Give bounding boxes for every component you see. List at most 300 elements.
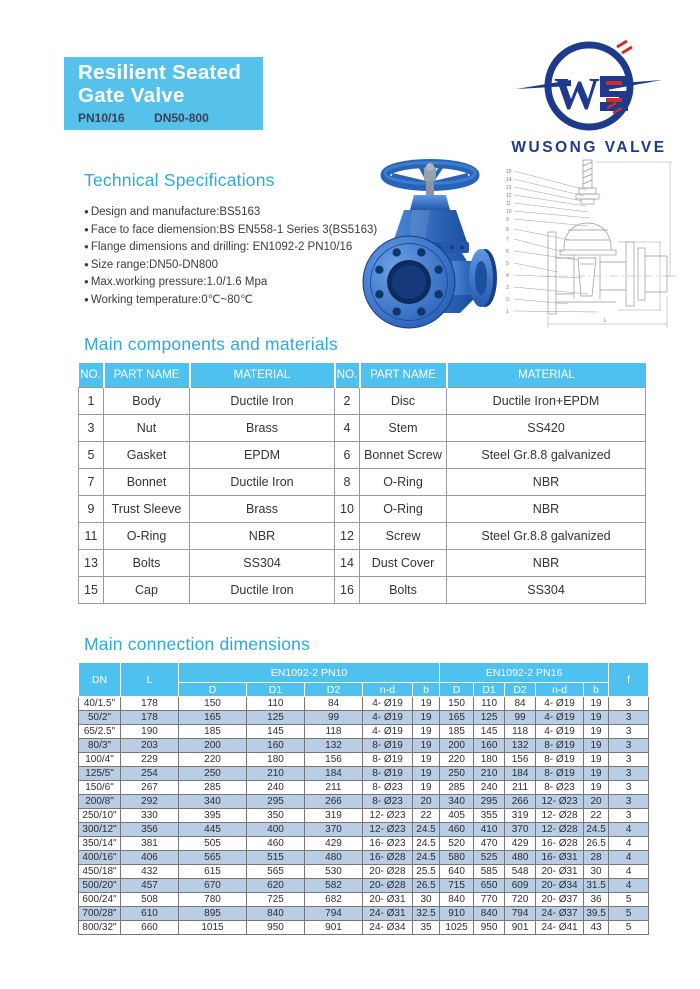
component-row <box>79 522 646 549</box>
l-cell: 190 <box>121 725 179 739</box>
component-material: Brass <box>190 414 335 441</box>
pn16-d1-cell: 840 <box>474 907 505 921</box>
component-no: 14 <box>335 549 360 576</box>
component-part-name: Bolts <box>360 576 447 603</box>
pn16-b-cell: 19 <box>584 725 609 739</box>
pn16-d1-cell: 355 <box>474 809 505 823</box>
pn10-d-cell: 395 <box>179 809 247 823</box>
pn10-b-cell: 25.5 <box>413 865 440 879</box>
component-no: 3 <box>79 414 104 441</box>
pn16-d2-cell: 184 <box>505 767 536 781</box>
pn10-d1-cell: 180 <box>247 753 305 767</box>
dimension-row <box>79 837 649 851</box>
component-no: 9 <box>79 495 104 522</box>
pn10-d2-cell: 184 <box>305 767 363 781</box>
pn16-d-cell: 520 <box>440 837 474 851</box>
spec-item-text: Flange dimensions and drilling: EN1092-2 PN10/16 <box>90 241 353 253</box>
dimensions-table <box>78 662 649 935</box>
pn10-d-cell: 340 <box>179 795 247 809</box>
col-no-2: NO. <box>335 363 360 387</box>
dimension-row <box>79 739 649 753</box>
group-pn10: EN1092-2 PN10 <box>179 663 440 683</box>
col-part-1: PART NAME <box>104 363 190 387</box>
pn16-b-cell: 19 <box>584 753 609 767</box>
f-cell: 5 <box>609 921 649 935</box>
pn10-d2-cell: 682 <box>305 893 363 907</box>
svg-text:11: 11 <box>506 201 512 207</box>
pn10-d1-cell: 620 <box>247 879 305 893</box>
pn16-d2-cell: 118 <box>505 725 536 739</box>
svg-text:13: 13 <box>506 185 512 191</box>
spec-item-text: Face to face diemension:BS EN558-1 Series 3(BS5163) <box>90 223 378 236</box>
svg-text:8: 8 <box>506 227 509 233</box>
spec-item <box>84 222 384 240</box>
col-pn16-d1: D1 <box>474 683 505 697</box>
product-title-line2: Gate Valve <box>78 83 185 107</box>
component-no: 10 <box>335 495 360 522</box>
pn16-nd-cell: 4- Ø19 <box>536 697 584 711</box>
svg-text:2: 2 <box>506 297 509 303</box>
col-pn10-nd: n-d <box>363 683 413 697</box>
dn-cell: 80/3" <box>79 739 121 753</box>
dimension-row <box>79 767 649 781</box>
component-part-name: Body <box>104 387 190 414</box>
f-cell: 3 <box>609 725 649 739</box>
pressure-rating: PN10/16 <box>78 111 125 125</box>
pn10-b-cell: 26.5 <box>413 879 440 893</box>
wusong-logo-icon <box>514 38 664 138</box>
pn10-d-cell: 615 <box>179 865 247 879</box>
spec-item-text: Working temperature:0℃~80℃ <box>90 293 253 306</box>
component-material: NBR <box>190 522 335 549</box>
pn16-d2-cell: 720 <box>505 893 536 907</box>
pn16-d2-cell: 211 <box>505 781 536 795</box>
pn10-d2-cell: 132 <box>305 739 363 753</box>
pn10-d1-cell: 125 <box>247 711 305 725</box>
f-cell: 3 <box>609 795 649 809</box>
component-part-name: O-Ring <box>360 495 447 522</box>
pn16-d-cell: 460 <box>440 823 474 837</box>
dn-cell: 50/2" <box>79 711 121 725</box>
svg-text:4: 4 <box>506 273 509 279</box>
l-cell: 406 <box>121 851 179 865</box>
length-dim-label: L <box>604 318 608 324</box>
components-table <box>78 363 646 604</box>
pn16-d2-cell: 84 <box>505 697 536 711</box>
valve-photo <box>352 158 508 332</box>
dn-cell: 400/16" <box>79 851 121 865</box>
product-subtitle <box>78 111 263 125</box>
pn16-d1-cell: 160 <box>474 739 505 753</box>
dimension-row <box>79 851 649 865</box>
component-material: SS420 <box>447 414 646 441</box>
col-l: L <box>121 663 179 697</box>
component-no: 16 <box>335 576 360 603</box>
pn16-nd-cell: 12- Ø28 <box>536 823 584 837</box>
component-row <box>79 495 646 522</box>
spec-item-text: Size range:DN50-DN800 <box>90 258 219 271</box>
bullet-icon: ● <box>84 224 89 234</box>
pn16-d1-cell: 470 <box>474 837 505 851</box>
pn10-b-cell: 19 <box>413 753 440 767</box>
pn10-nd-cell: 24- Ø31 <box>363 907 413 921</box>
component-material: Ductile Iron <box>190 387 335 414</box>
spec-item <box>84 204 384 222</box>
pn10-d2-cell: 480 <box>305 851 363 865</box>
title-banner <box>64 57 263 130</box>
col-no-1: NO. <box>79 363 104 387</box>
component-part-name: Bolts <box>104 549 190 576</box>
svg-text:6: 6 <box>506 249 509 255</box>
product-title-line1: Resilient Seated <box>78 61 242 84</box>
pn16-nd-cell: 24- Ø41 <box>536 921 584 935</box>
pn16-d1-cell: 525 <box>474 851 505 865</box>
pn10-b-cell: 32.5 <box>413 907 440 921</box>
spec-item <box>84 292 384 310</box>
pn10-d-cell: 250 <box>179 767 247 781</box>
f-cell: 3 <box>609 753 649 767</box>
component-row <box>79 387 646 414</box>
spec-item <box>84 257 384 275</box>
pn16-d1-cell: 650 <box>474 879 505 893</box>
col-dn: DN <box>79 663 121 697</box>
pn10-nd-cell: 24- Ø34 <box>363 921 413 935</box>
pn16-b-cell: 43 <box>584 921 609 935</box>
svg-text:5: 5 <box>506 261 509 267</box>
pn16-d2-cell: 370 <box>505 823 536 837</box>
component-no: 7 <box>79 468 104 495</box>
col-material-1: MATERIAL <box>190 363 335 387</box>
pn10-d-cell: 150 <box>179 697 247 711</box>
pn10-d2-cell: 429 <box>305 837 363 851</box>
col-pn16-d2: D2 <box>505 683 536 697</box>
l-cell: 178 <box>121 697 179 711</box>
dimension-row <box>79 697 649 711</box>
component-part-name: Screw <box>360 522 447 549</box>
dn-cell: 700/28" <box>79 907 121 921</box>
component-material: Steel Gr.8.8 galvanized <box>447 441 646 468</box>
f-cell: 5 <box>609 907 649 921</box>
dimension-row <box>79 809 649 823</box>
l-cell: 381 <box>121 837 179 851</box>
pn16-d-cell: 150 <box>440 697 474 711</box>
svg-text:3: 3 <box>506 285 509 291</box>
svg-text:W: W <box>554 68 600 119</box>
pn10-nd-cell: 8- Ø19 <box>363 739 413 753</box>
pn16-d1-cell: 125 <box>474 711 505 725</box>
pn16-d1-cell: 295 <box>474 795 505 809</box>
spec-item <box>84 274 384 292</box>
pn16-b-cell: 26.5 <box>584 837 609 851</box>
component-part-name: Nut <box>104 414 190 441</box>
dimension-row <box>79 921 649 935</box>
pn16-nd-cell: 4- Ø19 <box>536 725 584 739</box>
pn16-b-cell: 22 <box>584 809 609 823</box>
spec-item-text: Design and manufacture:BS5163 <box>90 206 261 218</box>
pn16-d1-cell: 180 <box>474 753 505 767</box>
pn10-d1-cell: 950 <box>247 921 305 935</box>
component-material: Steel Gr.8.8 galvanized <box>447 522 646 549</box>
pn10-b-cell: 19 <box>413 781 440 795</box>
component-material: SS304 <box>447 576 646 603</box>
bullet-icon: ● <box>84 242 89 251</box>
dimension-row <box>79 781 649 795</box>
col-pn16-nd: n-d <box>536 683 584 697</box>
pn10-b-cell: 35 <box>413 921 440 935</box>
component-no: 12 <box>335 522 360 549</box>
component-row <box>79 441 646 468</box>
size-range: DN50-800 <box>154 111 209 125</box>
spec-item-text: Max.working pressure:1.0/1.6 Mpa <box>90 276 268 288</box>
dn-cell: 800/32" <box>79 921 121 935</box>
f-cell: 4 <box>609 837 649 851</box>
pn16-d1-cell: 410 <box>474 823 505 837</box>
pn10-d-cell: 895 <box>179 907 247 921</box>
front-flange <box>363 236 455 328</box>
pn16-d1-cell: 240 <box>474 781 505 795</box>
component-row <box>79 414 646 441</box>
dimension-row <box>79 753 649 767</box>
pn10-nd-cell: 16- Ø23 <box>363 837 413 851</box>
pn10-d1-cell: 350 <box>247 809 305 823</box>
col-part-2: PART NAME <box>360 363 447 387</box>
pn10-nd-cell: 8- Ø19 <box>363 767 413 781</box>
component-no: 1 <box>79 387 104 414</box>
component-no: 8 <box>335 468 360 495</box>
f-cell: 3 <box>609 809 649 823</box>
pn10-d1-cell: 725 <box>247 893 305 907</box>
pn16-nd-cell: 16- Ø28 <box>536 837 584 851</box>
f-cell: 4 <box>609 823 649 837</box>
pn10-nd-cell: 20- Ø28 <box>363 879 413 893</box>
dimensions-group-header-row <box>79 663 649 683</box>
component-no: 15 <box>79 576 104 603</box>
valve-drawing <box>498 154 680 332</box>
component-material: NBR <box>447 549 646 576</box>
pn10-nd-cell: 8- Ø19 <box>363 753 413 767</box>
pn10-d1-cell: 210 <box>247 767 305 781</box>
pn16-d1-cell: 110 <box>474 697 505 711</box>
l-cell: 254 <box>121 767 179 781</box>
pn10-d-cell: 185 <box>179 725 247 739</box>
dn-cell: 100/4" <box>79 753 121 767</box>
svg-text:15: 15 <box>506 169 512 175</box>
pn16-nd-cell: 8- Ø19 <box>536 739 584 753</box>
f-cell: 4 <box>609 879 649 893</box>
pn16-d2-cell: 548 <box>505 865 536 879</box>
l-cell: 660 <box>121 921 179 935</box>
bullet-icon: ● <box>84 277 89 286</box>
pn16-d1-cell: 770 <box>474 893 505 907</box>
pn10-b-cell: 19 <box>413 767 440 781</box>
f-cell: 3 <box>609 711 649 725</box>
pn10-b-cell: 20 <box>413 795 440 809</box>
pn16-d-cell: 840 <box>440 893 474 907</box>
pn10-nd-cell: 4- Ø19 <box>363 697 413 711</box>
pn10-nd-cell: 20- Ø28 <box>363 865 413 879</box>
pn16-nd-cell: 24- Ø37 <box>536 907 584 921</box>
pn10-d2-cell: 370 <box>305 823 363 837</box>
pn16-nd-cell: 8- Ø23 <box>536 781 584 795</box>
pn10-b-cell: 24.5 <box>413 823 440 837</box>
pn16-d-cell: 640 <box>440 865 474 879</box>
pn16-d-cell: 220 <box>440 753 474 767</box>
dn-cell: 300/12" <box>79 823 121 837</box>
component-no: 5 <box>79 441 104 468</box>
component-material: NBR <box>447 468 646 495</box>
col-pn16-b: b <box>584 683 609 697</box>
pn10-nd-cell: 12- Ø23 <box>363 823 413 837</box>
dn-cell: 600/24" <box>79 893 121 907</box>
drawing-callouts <box>506 169 512 315</box>
pn10-d2-cell: 319 <box>305 809 363 823</box>
pn16-b-cell: 24.5 <box>584 823 609 837</box>
f-cell: 4 <box>609 865 649 879</box>
pn16-nd-cell: 8- Ø19 <box>536 767 584 781</box>
pn16-b-cell: 19 <box>584 711 609 725</box>
pn16-b-cell: 31.5 <box>584 879 609 893</box>
pn10-b-cell: 19 <box>413 739 440 753</box>
component-part-name: Stem <box>360 414 447 441</box>
l-cell: 432 <box>121 865 179 879</box>
f-cell: 3 <box>609 739 649 753</box>
dn-cell: 500/20" <box>79 879 121 893</box>
component-part-name: Disc <box>360 387 447 414</box>
col-pn10-d1: D1 <box>247 683 305 697</box>
pn16-d2-cell: 901 <box>505 921 536 935</box>
company-logo <box>498 38 680 157</box>
pn16-b-cell: 19 <box>584 739 609 753</box>
pn16-d-cell: 285 <box>440 781 474 795</box>
pn16-d2-cell: 609 <box>505 879 536 893</box>
l-cell: 178 <box>121 711 179 725</box>
pn10-d1-cell: 145 <box>247 725 305 739</box>
pn10-d2-cell: 794 <box>305 907 363 921</box>
col-f: f <box>609 663 649 697</box>
right-flange <box>469 249 497 307</box>
l-cell: 508 <box>121 893 179 907</box>
pn16-d2-cell: 429 <box>505 837 536 851</box>
component-no: 2 <box>335 387 360 414</box>
dn-cell: 65/2.5" <box>79 725 121 739</box>
pn10-b-cell: 30 <box>413 893 440 907</box>
dimension-row <box>79 893 649 907</box>
pn10-d2-cell: 530 <box>305 865 363 879</box>
svg-text:9: 9 <box>506 217 509 223</box>
pn16-d-cell: 405 <box>440 809 474 823</box>
pn16-d-cell: 340 <box>440 795 474 809</box>
pn16-b-cell: 19 <box>584 781 609 795</box>
pn10-d-cell: 780 <box>179 893 247 907</box>
dimension-row <box>79 907 649 921</box>
pn16-nd-cell: 16- Ø31 <box>536 851 584 865</box>
pn16-b-cell: 36 <box>584 893 609 907</box>
pn10-nd-cell: 4- Ø19 <box>363 711 413 725</box>
pn10-d1-cell: 840 <box>247 907 305 921</box>
dn-cell: 250/10" <box>79 809 121 823</box>
l-cell: 292 <box>121 795 179 809</box>
pn16-b-cell: 19 <box>584 767 609 781</box>
pn16-d-cell: 715 <box>440 879 474 893</box>
pn10-d2-cell: 901 <box>305 921 363 935</box>
pn10-d-cell: 285 <box>179 781 247 795</box>
col-material-2: MATERIAL <box>447 363 646 387</box>
pn10-d2-cell: 211 <box>305 781 363 795</box>
svg-text:14: 14 <box>506 177 512 183</box>
pn10-nd-cell: 8- Ø23 <box>363 781 413 795</box>
pn10-b-cell: 24.5 <box>413 851 440 865</box>
dimensions-heading: Main connection dimensions <box>84 634 311 654</box>
component-row <box>79 468 646 495</box>
l-cell: 330 <box>121 809 179 823</box>
pn16-nd-cell: 20- Ø37 <box>536 893 584 907</box>
svg-text:7: 7 <box>506 237 509 243</box>
pn10-d-cell: 220 <box>179 753 247 767</box>
component-no: 4 <box>335 414 360 441</box>
pn10-d1-cell: 240 <box>247 781 305 795</box>
pn16-d-cell: 580 <box>440 851 474 865</box>
pn16-d2-cell: 319 <box>505 809 536 823</box>
component-part-name: Bonnet Screw <box>360 441 447 468</box>
l-cell: 267 <box>121 781 179 795</box>
pn16-nd-cell: 12- Ø28 <box>536 809 584 823</box>
component-material: Brass <box>190 495 335 522</box>
components-header-row <box>79 363 646 387</box>
svg-text:12: 12 <box>506 193 512 199</box>
component-no: 6 <box>335 441 360 468</box>
dn-cell: 450/18" <box>79 865 121 879</box>
component-no: 13 <box>79 549 104 576</box>
pn16-d2-cell: 266 <box>505 795 536 809</box>
pn10-d-cell: 165 <box>179 711 247 725</box>
bullet-icon: ● <box>84 294 89 304</box>
pn16-d-cell: 250 <box>440 767 474 781</box>
dn-cell: 200/8" <box>79 795 121 809</box>
pn16-b-cell: 39.5 <box>584 907 609 921</box>
dn-cell: 40/1.5" <box>79 697 121 711</box>
f-cell: 5 <box>609 893 649 907</box>
pn16-d2-cell: 794 <box>505 907 536 921</box>
component-row <box>79 549 646 576</box>
pn16-b-cell: 30 <box>584 865 609 879</box>
col-pn10-d: D <box>179 683 247 697</box>
dn-cell: 350/14" <box>79 837 121 851</box>
pn16-d-cell: 910 <box>440 907 474 921</box>
dimension-row <box>79 823 649 837</box>
pn10-d1-cell: 565 <box>247 865 305 879</box>
tech-specs-list <box>84 204 384 309</box>
pn10-d2-cell: 118 <box>305 725 363 739</box>
component-part-name: O-Ring <box>104 522 190 549</box>
pn16-nd-cell: 8- Ø19 <box>536 753 584 767</box>
component-part-name: Cap <box>104 576 190 603</box>
l-cell: 229 <box>121 753 179 767</box>
pn10-d1-cell: 160 <box>247 739 305 753</box>
svg-text:1: 1 <box>506 309 509 315</box>
pn10-d2-cell: 266 <box>305 795 363 809</box>
l-cell: 203 <box>121 739 179 753</box>
pn16-d1-cell: 950 <box>474 921 505 935</box>
component-material: Ductile Iron+EPDM <box>447 387 646 414</box>
component-part-name: Gasket <box>104 441 190 468</box>
pn10-b-cell: 24.5 <box>413 837 440 851</box>
pn16-d2-cell: 480 <box>505 851 536 865</box>
dimension-row <box>79 879 649 893</box>
dimension-row <box>79 711 649 725</box>
pn10-d1-cell: 515 <box>247 851 305 865</box>
pn10-d-cell: 445 <box>179 823 247 837</box>
component-material: Ductile Iron <box>190 576 335 603</box>
